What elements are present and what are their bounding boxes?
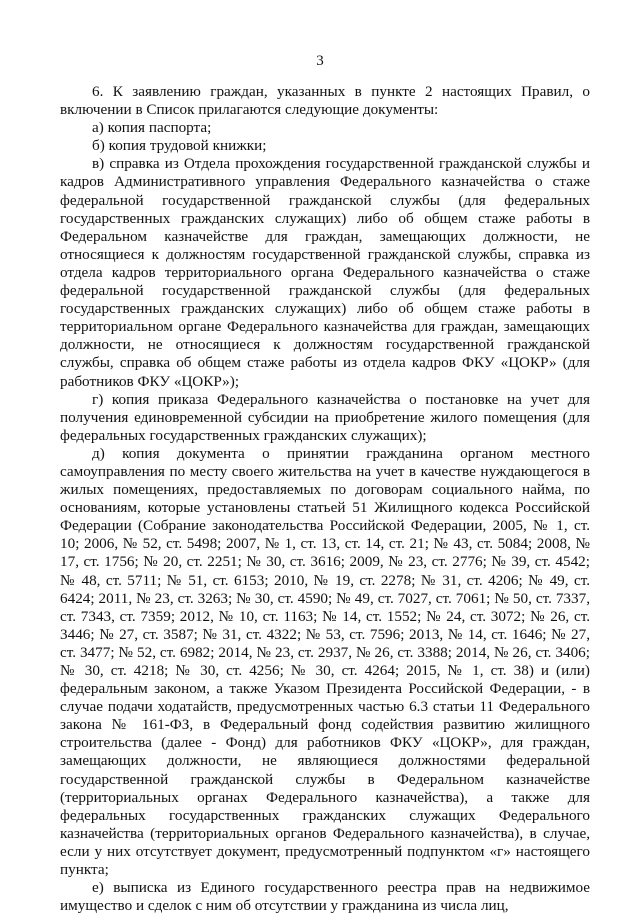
page-number: 3 bbox=[316, 53, 324, 69]
paragraph-subitem-a: а) копия паспорта; bbox=[92, 119, 212, 137]
paragraph-item-6-intro: 6. К заявлению граждан, указанных в пункте 2 настоящих Правил, о включении в Список прилагаются следующие документы: bbox=[60, 83, 590, 119]
paragraph-subitem-v: в) справка из Отдела прохождения государственной гражданской службы и кадров Административного управления Федерального казначейства о стаже федеральной государственной гражданской службы (для федеральных государственных гражданских служащих) либо об общем стаже работы в Федеральном казначействе для граждан, замещающих должности, не относящиеся к должностям государственной гражданской службы, справка из отдела кадров территориального органа Федерального казначейства о стаже федеральной государственной гражданской службы (для федеральных государственных гражданских служащих) либо об общем стаже работы в территориальном органе Федерального казначейства для граждан, замещающих должности, не относящиеся к должностям государственной гражданской службы, справка об общем стаже работы из отдела кадров ФКУ «ЦОКР» (для работников ФКУ «ЦОКР»); bbox=[60, 155, 590, 390]
document-body bbox=[60, 83, 590, 915]
paragraph-subitem-b: б) копия трудовой книжки; bbox=[92, 137, 267, 155]
paragraph-subitem-d: д) копия документа о принятии гражданина органом местного самоуправления по месту своего жительства на учет в качестве нуждающегося в жилых помещениях, предоставляемых по договорам социального найма, по основаниям, которые установлены статьей 51 Жилищного кодекса Российской Федерации (Собрание законодательства Российской Федерации, 2005, № 1, ст. 10; 2006, № 52, ст. 5498; 2007, № 1, ст. 13, ст. 14, ст. 21; № 43, ст. 5084; 2008, № 17, ст. 1756; № 20, ст. 2251; № 30, ст. 3616; 2009, № 23, ст. 2776; № 39, ст. 4542; № 48, ст. 5711; № 51, ст. 6153; 2010, № 19, ст. 2278; № 31, ст. 4206; № 49, ст. 6424; 2011, № 23, ст. 3263; № 30, ст. 4590; № 49, ст. 7027, ст. 7061; № 50, ст. 7337, ст. 7343, ст. 7359; 2012, № 10, ст. 1163; № 14, ст. 1552; № 24, ст. 3072; № 26, ст. 3446; № 27, ст. 3587; № 31, ст. 4322; № 53, ст. 7596; 2013, № 14, ст. 1646; № 27, ст. 3477; № 52, ст. 6982; 2014, № 23, ст. 2937, № 26, ст. 3388; 2014, № 26, ст. 3406; № 30, ст. 4218; № 30, ст. 4256; № 30, ст. 4264; 2015, № 1, ст. 38) и (или) федеральным законом, а также Указом Президента Российской Федерации, - в случае подачи ходатайств, предусмотренных частью 6.3 статьи 11 Федерального закона № 161-ФЗ, в Федеральный фонд содействия развитию жилищного строительства (далее - Фонд) для работников ФКУ «ЦОКР», для граждан, замещающих должности, не являющиеся должностями федеральной государственной гражданской службы в Федеральном казначействе (территориальных органах Федерального казначейства), а также для федеральных государственных гражданских служащих Федерального казначейства (территориальных органов Федерального казначейства), в случае, если у них отсутствует документ, предусмотренный подпунктом «г» настоящего пункта; bbox=[60, 444, 590, 879]
paragraph-subitem-e: е) выписка из Единого государственного реестра прав на недвижимое имущество и сделок с ним об отсутствии у гражданина из числа лиц, bbox=[60, 879, 590, 915]
paragraph-subitem-g: г) копия приказа Федерального казначейства о постановке на учет для получения единовременной субсидии на приобретение жилого помещения (для федеральных государственных гражданских служащих); bbox=[60, 390, 590, 444]
